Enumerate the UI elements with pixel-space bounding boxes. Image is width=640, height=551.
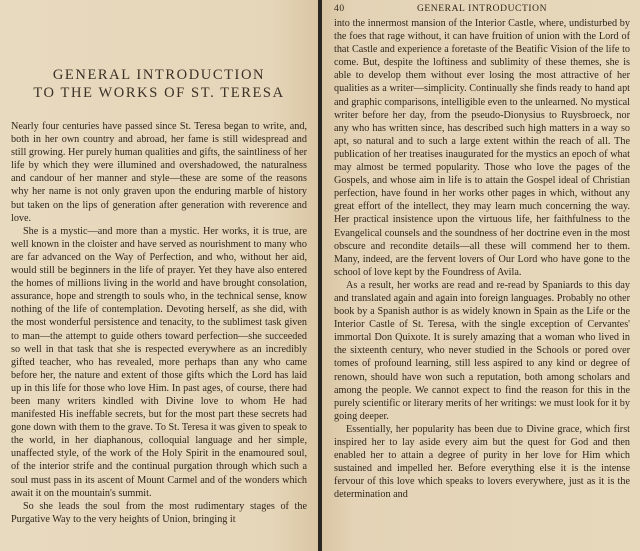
paragraph: Essentially, her popularity has been due to Divine grace, which first inspired her to lay aside every aim but the quest for God and then enabled her to attain a degree of purity in her love for Him which sustained and impelled her. Before everything else it is the intense fervour of this love which speaks to lovers everywhere, just as it is the determination and [334, 423, 630, 501]
right-page [322, 0, 640, 551]
running-head-title: GENERAL INTRODUCTION [416, 4, 548, 14]
paragraph: So she leads the soul from the most rudimentary stages of the Purgative Way to the very heights of Union, bringing it [11, 500, 307, 525]
paragraph: into the innermost mansion of the Interior Castle, where, undisturbed by the foes that rage without, it can have fruition of union with the Lord of that Castle and experience a foretaste of the Beatific Vision of the life to come. But, despite the loftiness and sublimity of these themes, she is able to develop them without ever losing the most attractive of her qualities as a writer—simplicity. Continually she finds ready to hand apt and graphic comparisons, intelligible even to the unlearned. No mystical writer before her day, from the pseudo-Dionysius to Ruysbroeck, nor any who has written since, has described such high matters in a way so apt, so natural and to such a large extent within the reach of all. The publication of her treatises inaugurated for the mystics an epoch of what may almost be termed popularity. Those who love the pages of the Gospels, and whose aim in life is to attain the Gospel ideal of Christian perfection, have found in her works other pages in which, without any great effort of the intellect, they may learn much concerning the way. Her practical insistence upon the virtuous life, her faithfulness to the Evangelical counsels and the soundness of her doctrine even in the most obscure and recondite details—all these will commend her to them. Many, indeed, are the fervent lovers of Our Lord who have gone to the school of love kept by the Foundress of Avila. [334, 18, 630, 278]
page-number: 40 [334, 4, 345, 14]
paragraph: Nearly four centuries have passed since St. Teresa began to write, and, both in her own country and abroad, her fame is still widespread and still growing. Her purely human qualities and gifts, the saintliness of her life by which they were illumined and overshadowed, the naturalness and candour of her manner and style—these are some of the reasons why her name is not only graven upon the enduring marble of history but taken on the lips of generation after generation with reverence and love. [11, 121, 307, 224]
chapter-title [0, 66, 318, 102]
title-line-2: TO THE WORKS OF ST. TERESA [33, 85, 285, 101]
title-line-1: GENERAL INTRODUCTION [52, 67, 266, 83]
paragraph: As a result, her works are read and re-read by Spaniards to this day and translated again and again into foreign languages. Probably no other book by a Spanish author is as widely known in Spain as the Life or the Interior Castle of St. Teresa, with the single exception of Cervantes' immortal Don Quixote. It is surely amazing that a woman who lived in the sixteenth century, who never studied in the Schools or pored over tomes of profound learning, still less aspired to any kind or degree of renown, should have won such a reputation, both among scholars and among the people. We cannot expect to find the reason for this in the purely scientific or literary merits of her writings: we must look for it by going deeper. [334, 279, 630, 422]
left-page [0, 0, 318, 551]
right-body-text [334, 17, 630, 501]
left-body-text [11, 120, 307, 526]
paragraph: She is a mystic—and more than a mystic. Her works, it is true, are well known in the cloister and have served as nourishment to many who are far advanced on the Way of Perfection, and who, without her aid, would still be beginners in the life of prayer. Yet they have also entered the homes of millions living in the world and have brought consolation, assurance, hope and strength to souls who, in the technical sense, know nothing of the life of contemplation. Devoting herself, as she did, with the most wonderful persistence and tenacity, to the sublimest task given to man—the attempt to guide others toward perfection—she succeeded so well in that task that she is respected everywhere as an incredibly gifted teacher, who has revealed, more perhaps than any who came before her, the nature and extent of those gifts which the Lord has laid up in this life for those who love Him. In past ages, of course, there had been many writers kindled with Divine love to whom He had manifested His ineffable secrets, but for the most part these secrets had gone down with them to the grave. To St. Teresa it was given to speak to the world, in her diaphanous, colloquial language and her simple, unaffected style, of the work of the Holy Spirit in the enamoured soul, of the interior strife and the continual purgation through which such a soul must pass in its ascent of Mount Carmel and of the wonders which await it on the mountain's summit. [11, 225, 307, 499]
